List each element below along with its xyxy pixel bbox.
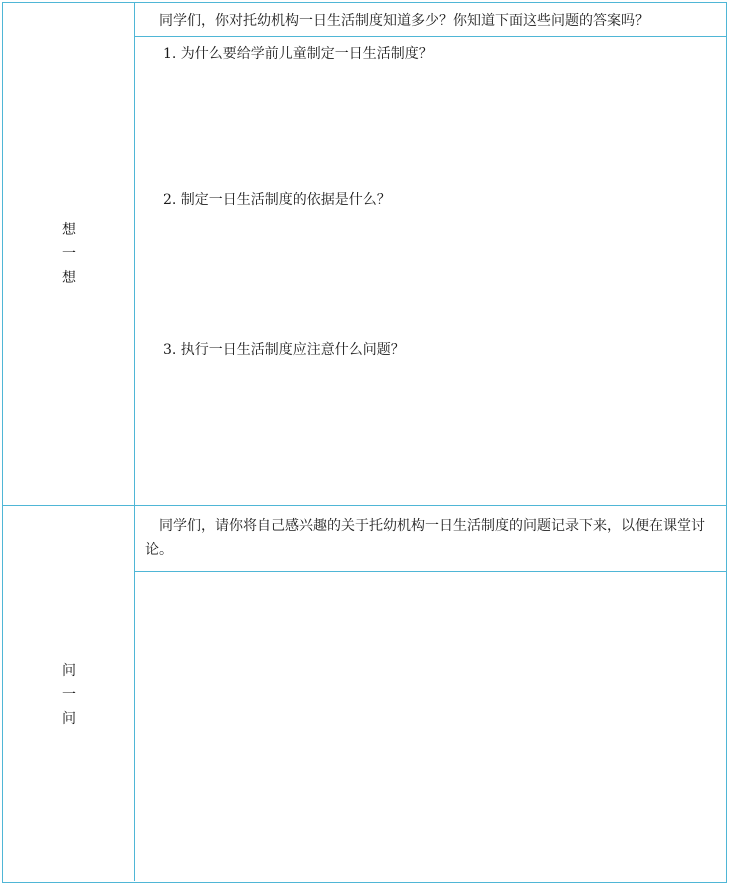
ask-content-cell <box>135 506 726 881</box>
think-content-cell <box>135 3 726 505</box>
question-3: 3. 执行一日生活制度应注意什么问题？ <box>163 342 405 358</box>
question-2: 2. 制定一日生活制度的依据是什么？ <box>163 192 391 208</box>
think-intro: 同学们，你对托幼机构一日生活制度知道多少？你知道下面这些问题的答案吗？ <box>135 3 726 37</box>
think-label-char-3: 想 <box>62 270 76 286</box>
answer-writing-area[interactable] <box>135 572 726 881</box>
think-row <box>3 3 726 506</box>
ask-label-cell <box>3 506 135 881</box>
ask-label-char-1: 问 <box>62 663 76 679</box>
ask-label <box>3 659 135 731</box>
think-label-char-1: 想 <box>62 222 76 238</box>
question-1: 1. 为什么要给学前儿童制定一日生活制度？ <box>163 46 433 62</box>
think-label <box>3 218 135 290</box>
think-label-cell <box>3 3 135 505</box>
think-label-char-2: 一 <box>62 246 76 262</box>
ask-intro: 同学们，请你将自己感兴趣的关于托幼机构一日生活制度的问题记录下来，以便在课堂讨论。 <box>135 506 726 572</box>
worksheet-table <box>2 2 727 883</box>
ask-label-char-3: 问 <box>62 711 76 727</box>
ask-label-char-2: 一 <box>62 687 76 703</box>
ask-row <box>3 506 726 881</box>
